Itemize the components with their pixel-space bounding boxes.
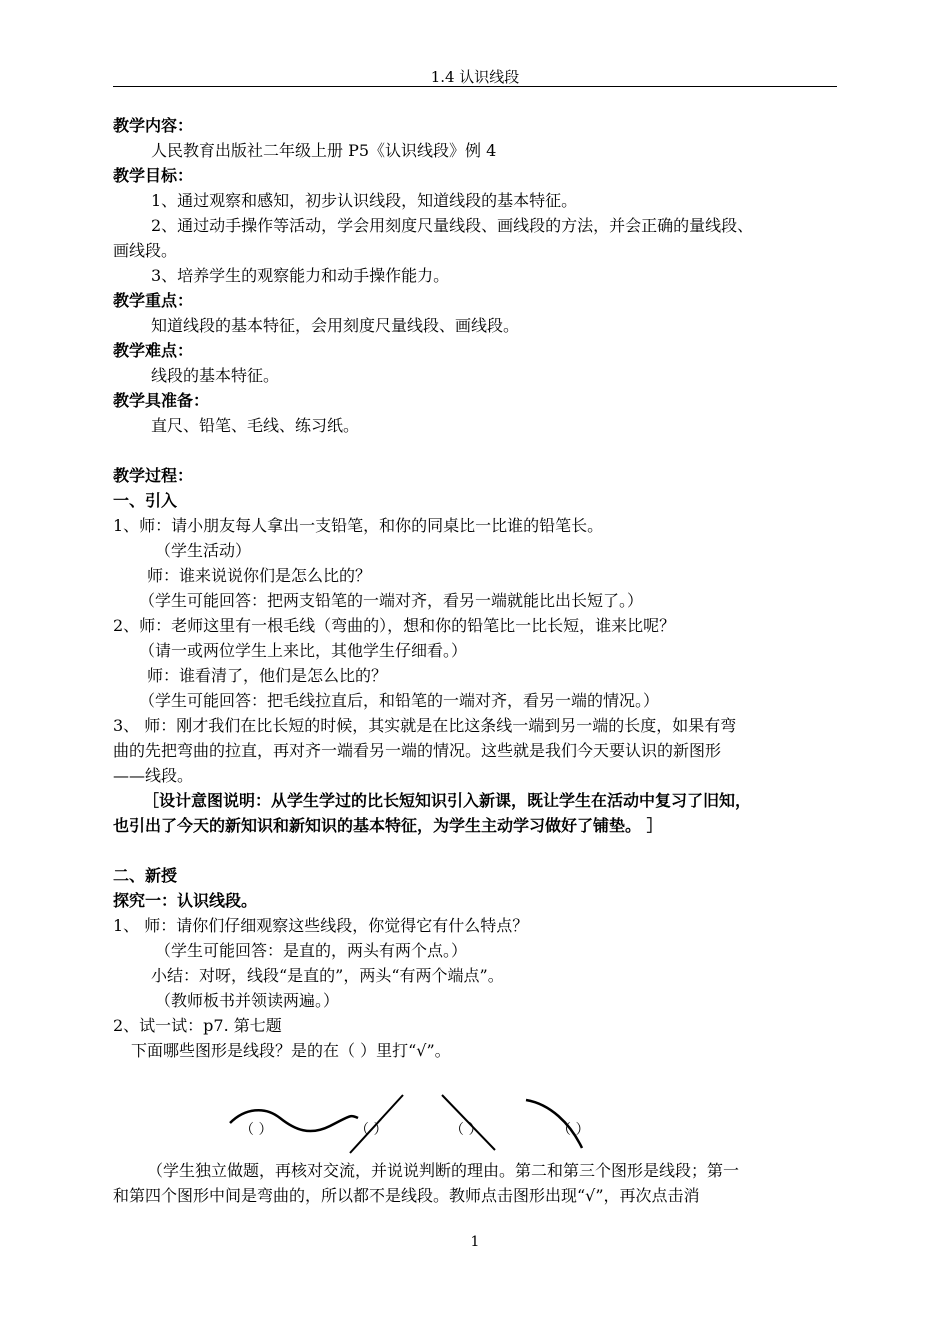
section-heading: 教学重点： bbox=[113, 291, 194, 310]
answer-bracket[interactable]: （ ） bbox=[557, 1122, 590, 1138]
text-line: （学生可能回答：是直的，两头有两个点。） bbox=[155, 941, 468, 960]
text-line: 直尺、铅笔、毛线、练习纸。 bbox=[151, 416, 360, 435]
section-heading: 教学目标： bbox=[113, 166, 194, 185]
text-line: 2、师：老师这里有一根毛线（弯曲的），想和你的铅笔比一比长短，谁来比呢？ bbox=[113, 616, 676, 635]
text-line: 知道线段的基本特征，会用刻度尺量线段、画线段。 bbox=[151, 316, 520, 335]
section-heading: 探究一：认识线段。 bbox=[113, 891, 258, 910]
text-line: 2、通过动手操作等活动，学会用刻度尺量线段、画线段的方法，并会正确的量线段、 bbox=[151, 216, 754, 235]
text-line: 1、通过观察和感知，初步认识线段，知道线段的基本特征。 bbox=[151, 191, 578, 210]
section-heading: 二、新授 bbox=[113, 866, 178, 885]
section-heading: 教学过程： bbox=[113, 466, 194, 485]
text-line: 师：谁看清了，他们是怎么比的？ bbox=[147, 666, 388, 685]
text-line: （学生活动） bbox=[155, 541, 252, 560]
text-line: 人民教育出版社二年级上册 P5《认识线段》例 4 bbox=[151, 141, 497, 160]
text-line: 1、师：请小朋友每人拿出一支铅笔，和你的同桌比一比谁的铅笔长。 bbox=[113, 516, 604, 535]
answer-bracket[interactable]: （ ） bbox=[355, 1122, 388, 1138]
section-heading: 教学具准备： bbox=[113, 391, 210, 410]
text-line: 3、培养学生的观察能力和动手操作能力。 bbox=[151, 266, 450, 285]
text-line: 师：谁来说说你们是怎么比的？ bbox=[147, 566, 372, 585]
answer-bracket[interactable]: （ ） bbox=[450, 1122, 483, 1138]
text-line: 和第四个图形中间是弯曲的，所以都不是线段。教师点击图形出现“√”，再次点击消 bbox=[113, 1186, 700, 1205]
text-line: 曲的先把弯曲的拉直，再对齐一端看另一端的情况。这些就是我们今天要认识的新图形 bbox=[113, 741, 722, 760]
section-heading: 一、引入 bbox=[113, 491, 178, 510]
page-header: 1.4 认识线段 bbox=[430, 68, 520, 86]
text-line: （学生独立做题，再核对交流，并说说判断的理由。第二和第三个图形是线段；第一 bbox=[147, 1161, 740, 1180]
page-number: 1 bbox=[470, 1234, 480, 1250]
text-line: 线段的基本特征。 bbox=[151, 366, 280, 385]
text-line: （学生可能回答：把毛线拉直后，和铅笔的一端对齐，看另一端的情况。） bbox=[139, 691, 660, 710]
text-line: 小结：对呀，线段“是直的”，两头“有两个端点”。 bbox=[151, 966, 504, 985]
text-line: ——线段。 bbox=[113, 766, 194, 785]
text-line: （请一或两位学生上来比，其他学生仔细看。） bbox=[139, 641, 468, 660]
section-heading: 教学内容： bbox=[113, 116, 194, 135]
text-line: 2、试一试：p7. 第七题 bbox=[113, 1016, 282, 1035]
answer-bracket[interactable]: （ ） bbox=[240, 1122, 273, 1138]
text-line: 画线段。 bbox=[113, 241, 178, 260]
text-line: 也引出了今天的新知识和新知识的基本特征，为学生主动学习做好了铺垫。 ］ bbox=[113, 816, 663, 835]
text-line: 下面哪些图形是线段？是的在（ ）里打“√”。 bbox=[131, 1041, 451, 1060]
text-line: （教师板书并领读两遍。） bbox=[155, 991, 340, 1010]
text-line: （学生可能回答：把两支铅笔的一端对齐，看另一端就能比出长短了。） bbox=[139, 591, 644, 610]
section-heading: 教学难点： bbox=[113, 341, 194, 360]
text-line: ［设计意图说明：从学生学过的比长短知识引入新课，既让学生在活动中复习了旧知， bbox=[143, 791, 752, 810]
text-line: 1、 师：请你们仔细观察这些线段，你觉得它有什么特点？ bbox=[113, 916, 529, 935]
text-line: 3、 师：刚才我们在比长短的时候，其实就是在比这条线一端到另一端的长度，如果有弯 bbox=[113, 716, 737, 735]
header-rule bbox=[113, 86, 837, 87]
